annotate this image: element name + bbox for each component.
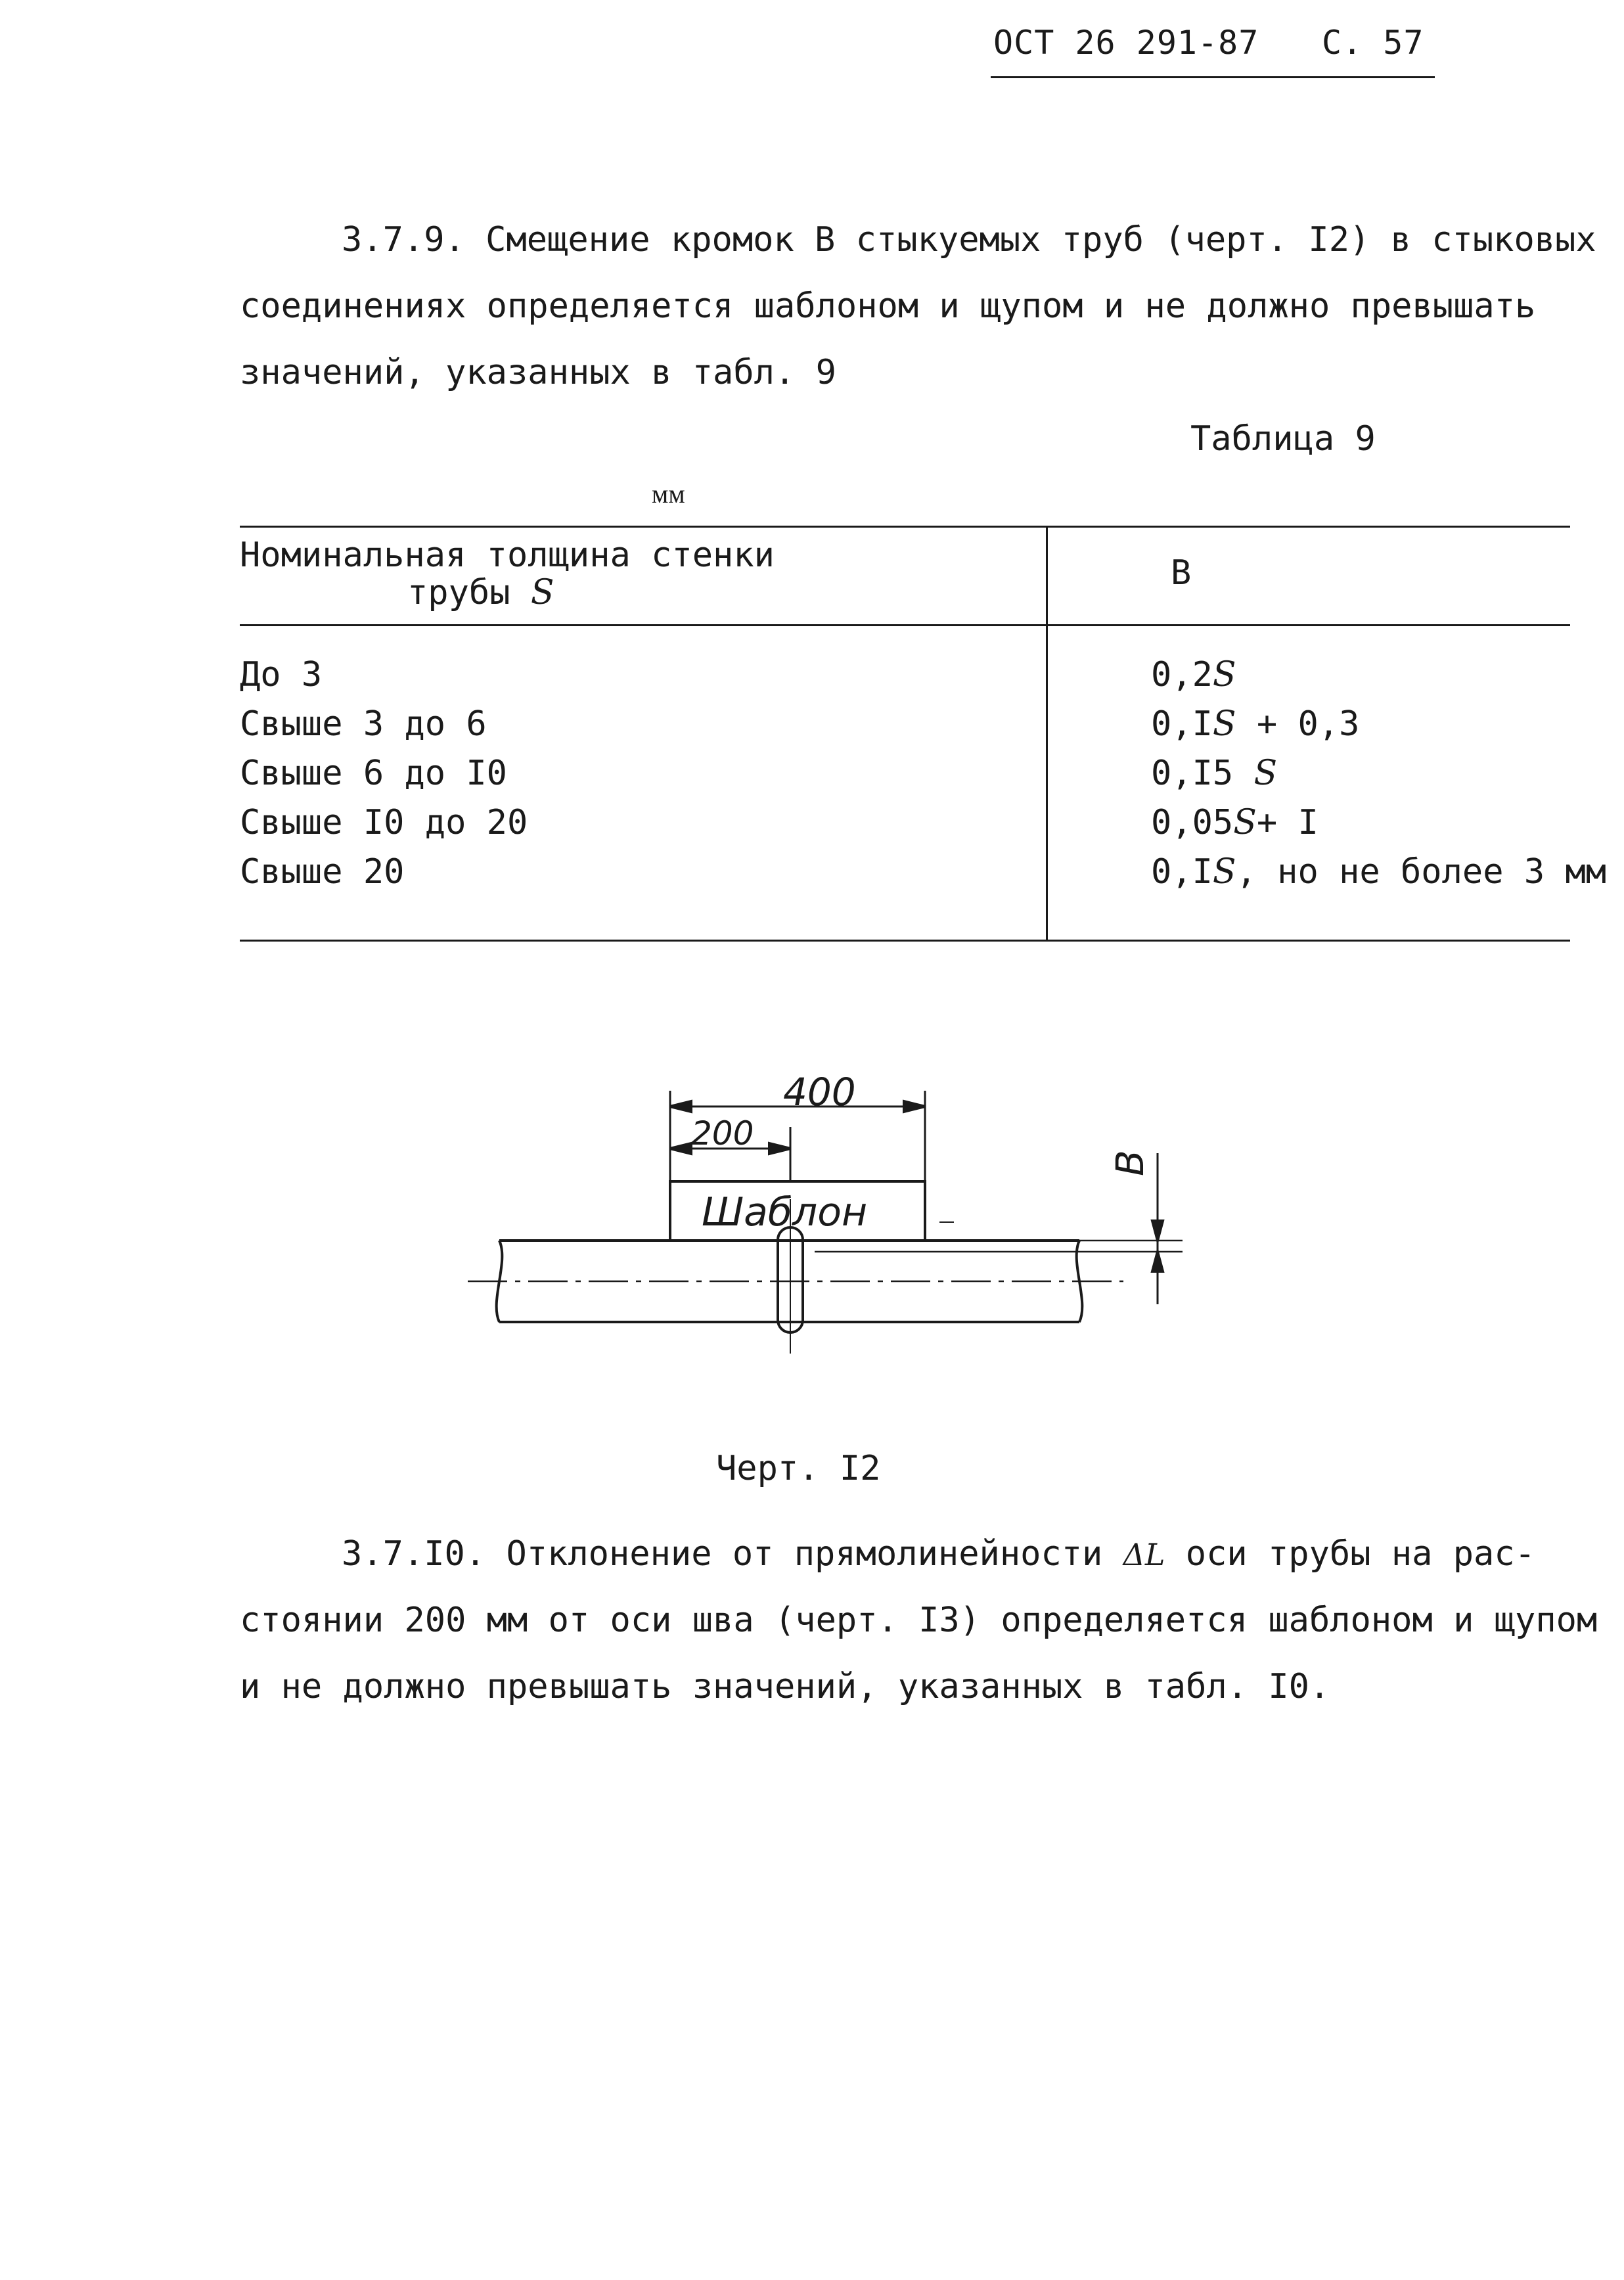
symbol-s: S <box>1233 803 1257 842</box>
section-379-line-3: значений, указанных в табл. 9 <box>240 353 836 392</box>
table-row-thickness: До 3 <box>240 655 323 695</box>
document-code: ОСТ 26 291-87 <box>993 24 1259 62</box>
dimension-400-label: 400 <box>783 1070 856 1114</box>
b-value: 0,2 <box>1151 655 1213 695</box>
col-b-header: B <box>1171 553 1192 593</box>
b-value: 0,I <box>1151 852 1213 892</box>
table-row-thickness: Свыше I0 до 20 <box>240 803 528 842</box>
section-3710-text-a: 3.7.I0. Отклонение от прямолинейности <box>342 1534 1103 1574</box>
section-3710-line-3: и не должно превышать значений, указанных в табл. I0. <box>240 1667 1330 1706</box>
symbol-s: S <box>1212 704 1236 744</box>
section-3710-text-b: оси трубы на рас- <box>1185 1534 1535 1574</box>
b-dimension-label: B <box>1108 1150 1152 1176</box>
symbol-s: S <box>1253 754 1278 793</box>
b-value-suffix: + 0,3 <box>1236 704 1360 744</box>
b-value-suffix: , но не более 3 мм <box>1236 852 1607 892</box>
template-label: Шаблон <box>702 1189 868 1235</box>
col-thickness-header-line2: трубы <box>407 573 510 612</box>
b-value-suffix: + I <box>1256 803 1319 842</box>
section-379-line-1: 3.7.9. Смещение кромок В стыкуемых труб (черт. I2) в стыковых <box>342 220 1596 260</box>
table-row-thickness: Свыше 6 до I0 <box>240 754 507 793</box>
drawing-caption: Черт. I2 <box>716 1449 881 1488</box>
table-row-thickness: Свыше 3 до 6 <box>240 704 487 744</box>
page-number: С. 57 <box>1322 24 1424 62</box>
section-3710-line-2: стоянии 200 мм от оси шва (черт. I3) определяется шаблоном и щупом <box>240 1601 1598 1640</box>
col-thickness-header-line1: Номинальная толщина стенки <box>240 536 775 575</box>
symbol-s: S <box>530 573 554 612</box>
section-379-line-2: соединениях определяется шаблоном и щупом и не должно превышать <box>240 286 1536 326</box>
b-value: 0,05 <box>1151 803 1234 842</box>
symbol-s: S <box>1212 655 1236 695</box>
table-row-thickness: Свыше 20 <box>240 852 405 892</box>
dimension-200-label: 200 <box>691 1114 754 1152</box>
table-unit: мм <box>652 479 685 509</box>
symbol-delta-l: ΔL <box>1123 1537 1165 1572</box>
b-value: 0,I5 <box>1151 754 1254 793</box>
b-value: 0,I <box>1151 704 1213 744</box>
symbol-s: S <box>1212 852 1236 892</box>
section-3710-line-1 <box>342 1521 1535 1588</box>
table-caption: Таблица 9 <box>1190 419 1376 459</box>
